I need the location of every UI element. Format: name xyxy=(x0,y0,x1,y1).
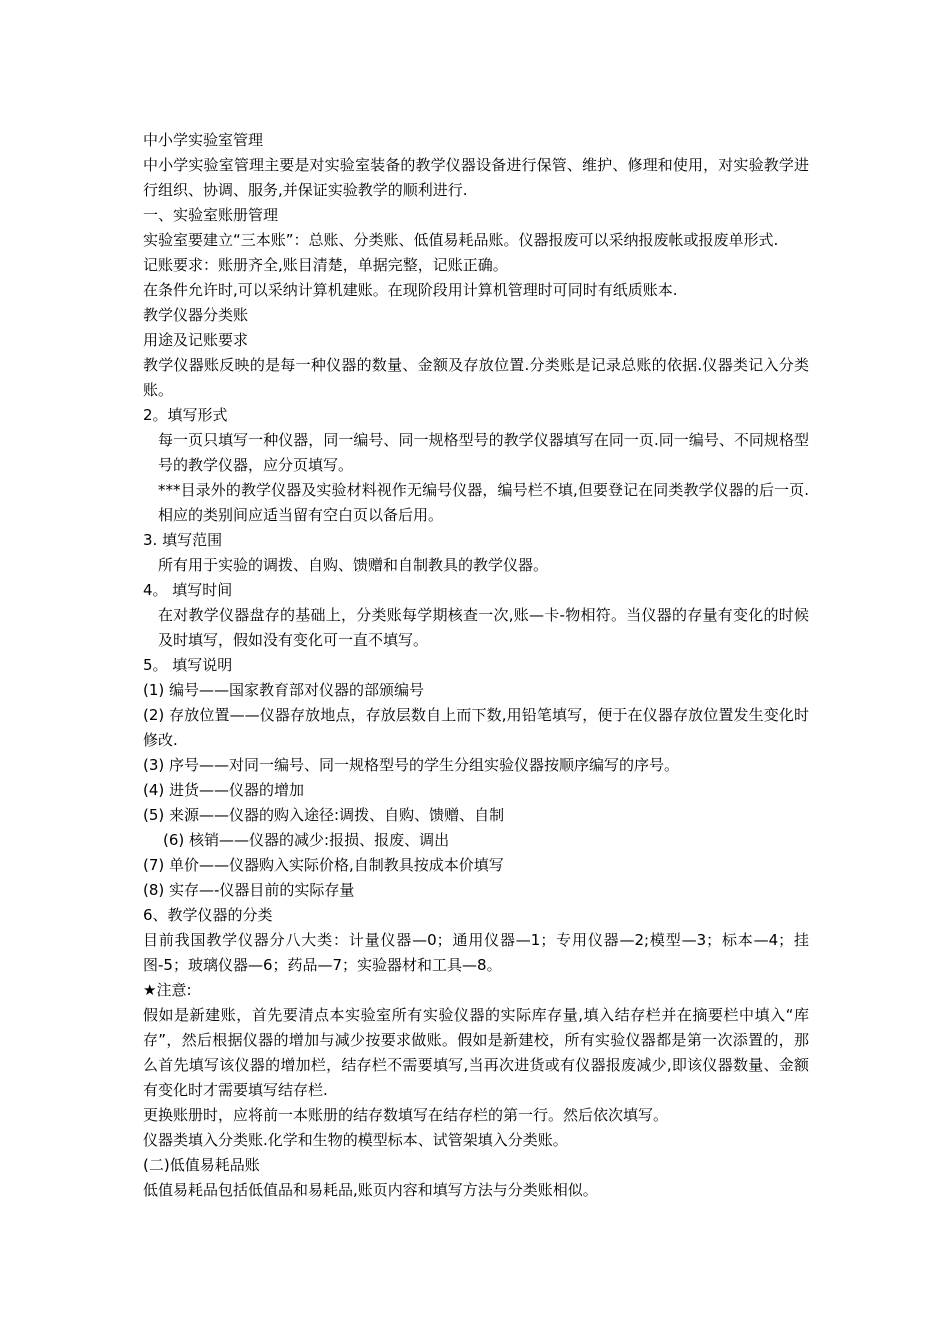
three-books-paragraph: 实验室要建立“三本账”：总账、分类账、低值易耗品账。仪器报废可以采纳报废帐或报废单形式. xyxy=(143,231,779,249)
note-item: (2) 存放位置——仪器存放地点，存放层数自上而下数,用铅笔填写，便于在仪器存放位置发生变化时修改. xyxy=(143,706,809,749)
note-item: (8) 实存—-仪器目前的实际存量 xyxy=(143,881,355,899)
section-heading-ledger-management: 一、实验室账册管理 xyxy=(143,206,279,224)
fill-time-heading: 4。 填写时间 xyxy=(143,581,233,599)
instrument-classification-heading: 6、教学仪器的分类 xyxy=(143,906,273,924)
note-item: (5) 来源——仪器的购入途径:调拨、自购、馈赠、自制 xyxy=(143,806,505,824)
note-item: (3) 序号——对同一编号、同一规格型号的学生分组实验仪器按顺序编写的序号。 xyxy=(143,756,680,774)
fill-format-paragraph-a: 每一页只填写一种仪器，同一编号、同一规格型号的教学仪器填写在同一页.同一编号、不同规格型号的教学仪器，应分页填写。 xyxy=(158,431,809,474)
replace-books-line: 更换账册时，应将前一本账册的结存数填写在结存栏的第一行。然后依次填写。 xyxy=(143,1106,669,1124)
computer-books-line: 在条件允许时,可以采纳计算机建账。在现阶段用计算机管理时可同时有纸质账本. xyxy=(143,281,678,299)
fill-notes-heading: 5。 填写说明 xyxy=(143,656,233,674)
note-item: (7) 单价——仪器购入实际价格,自制教具按成本价填写 xyxy=(143,856,504,874)
consumables-text: 低值易耗品包括低值品和易耗品,账页内容和填写方法与分类账相似。 xyxy=(143,1181,598,1199)
attention-heading: ★注意: xyxy=(143,981,192,999)
document-title: 中小学实验室管理 xyxy=(143,131,264,149)
instrument-types-line: 仪器类填入分类账.化学和生物的模型标本、试管架填入分类账。 xyxy=(143,1131,568,1149)
purpose-heading: 用途及记账要求 xyxy=(143,331,249,349)
note-item: (6) 核销——仪器的减少:报损、报废、调出 xyxy=(163,831,450,849)
record-requirements-line: 记账要求：账册齐全,账目清楚，单据完整，记账正确。 xyxy=(143,256,508,274)
fill-scope-heading: 3. 填写范围 xyxy=(143,531,223,549)
consumables-heading: (二)低值易耗品账 xyxy=(143,1156,260,1174)
fill-time-paragraph: 在对教学仪器盘存的基础上，分类账每学期核查一次,账—卡-物相符。当仪器的存量有变化的时候及时填写，假如没有变化可一直不填写。 xyxy=(158,606,809,649)
attention-paragraph: 假如是新建账，首先要清点本实验室所有实验仪器的实际库存量,填入结存栏并在摘要栏中填入“库存”，然后根据仪器的增加与减少按要求做账。假如是新建校，所有实验仪器都是第一次添置的，那么首先填写该仪器的增加栏，结存栏不需要填写,当再次进货或有仪器报废减少,即该仪器数量、金额有变化时才需要填写结存栏. xyxy=(143,1006,809,1099)
fill-format-paragraph-b: ***目录外的教学仪器及实验材料视作无编号仪器，编号栏不填,但要登记在同类教学仪器的后一页.相应的类别间应适当留有空白页以备后用。 xyxy=(158,481,809,524)
instrument-classification-paragraph: 目前我国教学仪器分八大类：计量仪器—0；通用仪器—1；专用仪器—2;模型—3；标本—4；挂图-5；玻璃仪器—6；药品—7；实验器材和工具—8。 xyxy=(143,931,809,974)
classification-ledger-heading: 教学仪器分类账 xyxy=(143,306,249,324)
note-item: (4) 进货——仪器的增加 xyxy=(143,781,305,799)
document-page xyxy=(143,128,809,1203)
fill-format-heading: 2。填写形式 xyxy=(143,406,228,424)
intro-paragraph: 中小学实验室管理主要是对实验室装备的教学仪器设备进行保管、维护、修理和使用，对实验教学进行组织、协调、服务,并保证实验教学的顺利进行. xyxy=(143,156,809,199)
purpose-paragraph: 教学仪器账反映的是每一种仪器的数量、金额及存放位置.分类账是记录总账的依据.仪器类记入分类账。 xyxy=(143,356,809,399)
note-item: (1) 编号——国家教育部对仪器的部颁编号 xyxy=(143,681,425,699)
fill-scope-text: 所有用于实验的调拨、自购、馈赠和自制教具的教学仪器。 xyxy=(158,556,549,574)
